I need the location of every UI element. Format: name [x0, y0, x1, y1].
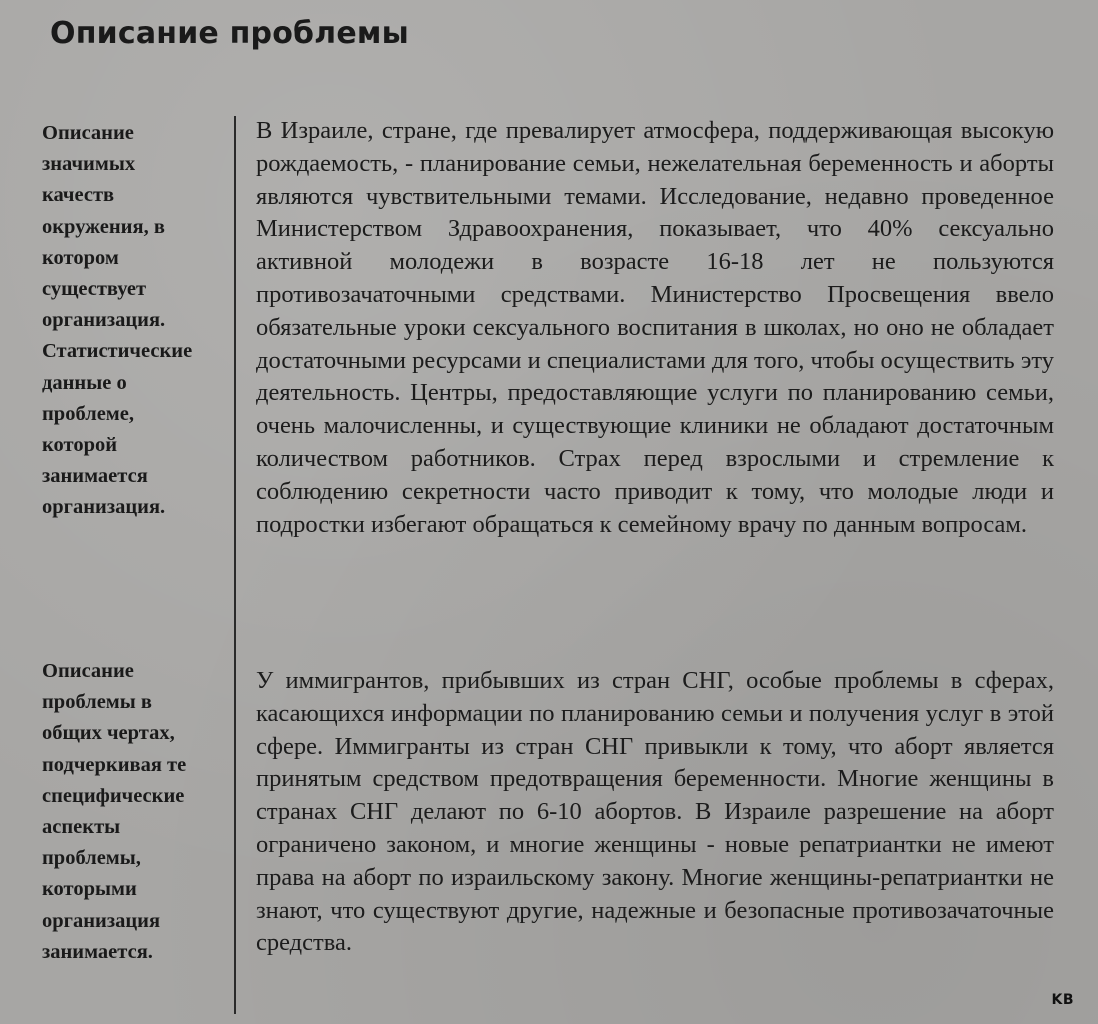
section-1-label-line: Описание — [42, 122, 134, 144]
section-1-label-line: организация. — [42, 309, 166, 332]
page-title: Описание проблемы — [50, 16, 409, 51]
section-2-label-line: занимается. — [42, 940, 153, 963]
corner-watermark: KB — [1051, 992, 1074, 1008]
section-1-label-line: данные о — [42, 371, 127, 394]
section-2-label-line: Описание — [42, 660, 134, 682]
section-2-label-line: проблемы, — [42, 847, 141, 870]
section-1-label-line: занимается — [42, 465, 148, 488]
section-2-label-line: специфические — [42, 784, 185, 807]
section-1-label-line: организация. — [42, 496, 166, 519]
column-divider — [234, 116, 236, 1014]
section-1-label-line: проблеме, — [42, 402, 134, 425]
section-2-label-line: подчеркивая те — [42, 753, 187, 776]
section-1-body-text: В Израиле, стране, где превалирует атмосфера, поддерживающая высокую рождаемость, - планирование семьи, нежелательная беременность и аборты являются чувствительными темами. Исследование, недавно проведенное Министерством Здравоохранения, показывает, что 40% сексуально активной молодежи в возрасте 16-18 лет не пользуются противозачаточными средствами. Министерство Просвещения ввело обязательные уроки сексуального воспитания в школах, но оно не обладает достаточными ресурсами и специалистами для того, чтобы осуществить эту деятельность. Центры, предоставляющие услуги по планированию семьи, очень малочисленны, и существующие клиники не обладают достаточным количеством работников. Страх перед взрослыми и стремление к соблюдению секретности часто приводит к тому, что молодые люди и подростки избегают обращаться к семейному врачу по данным вопросам. — [256, 117, 1054, 538]
section-2-label-line: которыми — [42, 878, 137, 901]
section-2-label — [42, 656, 222, 968]
section-1-label — [42, 118, 222, 524]
section-1-label-line: значимых — [42, 153, 136, 176]
section-2-body-text: У иммигрантов, прибывших из стран СНГ, особые проблемы в сферах, касающихся информации по планированию семьи и получения услуг в этой сфере. Иммигранты из стран СНГ привыкли к тому, что аборт является принятым средством предотвращения беременности. Многие женщины в странах СНГ делают по 6-10 абортов. В Израиле разрешение на аборт ограничено законом, и многие женщины - новые репатриантки не имеют права на аборт по израильскому закону. Многие женщины-репатриантки не знают, что существуют другие, надежные и безопасные противозачаточные средства. — [256, 667, 1054, 957]
section-2-label-line: организация — [42, 909, 161, 932]
section-1-label-line: окружения, в — [42, 215, 165, 238]
section-1-label-line: котором — [42, 246, 119, 269]
section-2-label-line: общих чертах, — [42, 722, 175, 745]
section-1-label-line: качеств — [42, 184, 115, 207]
section-1-label-line: существует — [42, 278, 147, 301]
section-2-label-line: проблемы в — [42, 691, 152, 714]
section-2-label-line: аспекты — [42, 816, 121, 839]
section-1-label-line: которой — [42, 434, 118, 457]
section-1-label-line: Статистические — [42, 340, 193, 363]
